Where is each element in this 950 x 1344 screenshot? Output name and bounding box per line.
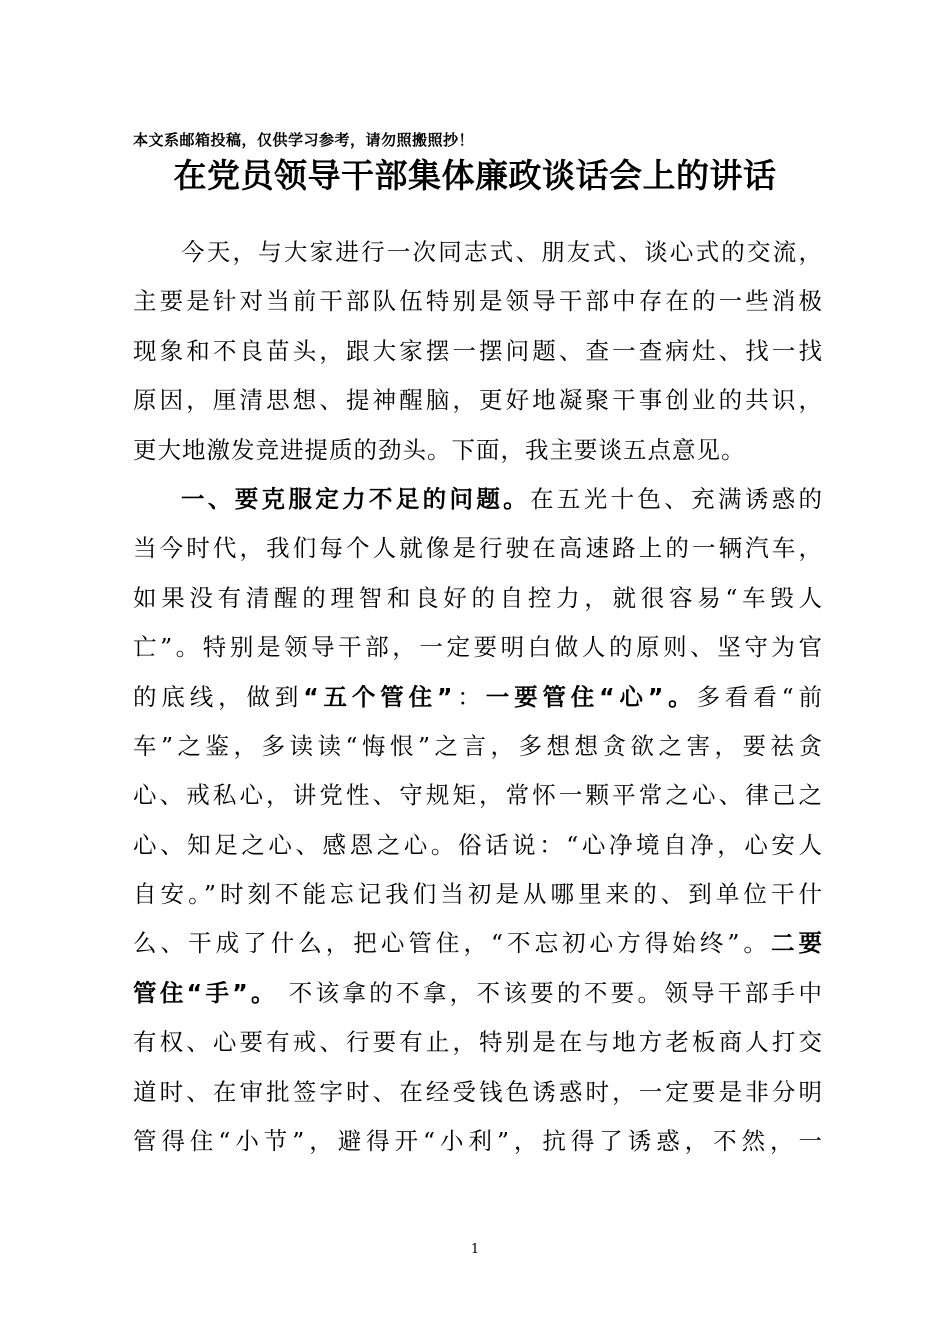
section-heading: 一、要克服定力不足的问题。 (181, 484, 531, 513)
emphasis-text: 二要 (770, 929, 824, 958)
paragraph-line (133, 673, 823, 722)
paragraph-line: 现象和不良苗头，跟大家摆一摆问题、查一查病灶、找一找 (133, 336, 823, 365)
paragraph-text: 在五光十色、充满诱惑的 (530, 484, 824, 513)
body-text (133, 228, 823, 1166)
paragraph-text: 么、干成了什么，把心管住，“不忘初心方得始终”。 (133, 929, 771, 958)
paragraph-text: 不该拿的不拿，不该要的不要。领导干部手中 (277, 978, 823, 1007)
paragraph-line: 当今时代，我们每个人就像是行驶在高速路上的一辆汽车， (133, 534, 823, 563)
paragraph-line: 今天，与大家进行一次同志式、朋友式、谈心式的交流， (181, 238, 823, 266)
paragraph-line: 心、知足之心、感恩之心。俗话说：“心净境自净，心安人 (133, 830, 823, 859)
section-heading-line (133, 475, 823, 524)
paragraph-line: 主要是针对当前干部队伍特别是领导干部中存在的一些消极 (133, 287, 823, 316)
paragraph-line: 有权、心要有戒、行要有止，特别是在与地方老板商人打交 (133, 1028, 823, 1057)
paragraph-line: 自安。”时刻不能忘记我们当初是从哪里来的、到单位干什 (133, 880, 823, 909)
paragraph-line: 车”之鉴，多读读“悔恨”之言，多想想贪欲之害，要祛贪 (133, 731, 823, 760)
paragraph-line: 原因，厘清思想、提神醒脑，更好地凝聚干事创业的共识， (133, 386, 823, 415)
page-number: 1 (470, 1242, 480, 1257)
notice-line: 本文系邮箱投稿，仅供学习参考，请勿照搬照抄！ (133, 131, 475, 149)
paragraph-line: 心、戒私心，讲党性、守规矩，常怀一颗平常之心、律己之 (133, 781, 823, 810)
paragraph-text: ： (453, 682, 486, 711)
paragraph-line: 道时、在审批签字时、在经受钱色诱惑时，一定要是非分明 (133, 1077, 823, 1106)
paragraph-line: 更大地激发竞进提质的劲头。下面，我主要谈五点意见。 (133, 435, 746, 464)
paragraph-line: 亡”。特别是领导干部，一定要明白做人的原则、坚守为官 (133, 633, 823, 662)
emphasis-text: “五个管住” (303, 682, 454, 711)
paragraph-line: 如果没有清醒的理智和良好的自控力，就很容易“车毁人 (133, 583, 823, 612)
document-title: 在党员领导干部集体廉政谈话会上的讲话 (173, 156, 777, 195)
emphasis-text: 一要管住“心”。 (485, 682, 697, 711)
paragraph-text: 多看看“前 (696, 682, 824, 711)
paragraph-line (133, 919, 823, 968)
paragraph-line: 管得住“小节”，避得开“小利”，抗得了诱惑，不然，一 (133, 1127, 823, 1156)
paragraph-line (133, 969, 823, 1018)
emphasis-text: 管住“手”。 (133, 978, 278, 1007)
paragraph-text: 的底线，做到 (133, 682, 304, 711)
